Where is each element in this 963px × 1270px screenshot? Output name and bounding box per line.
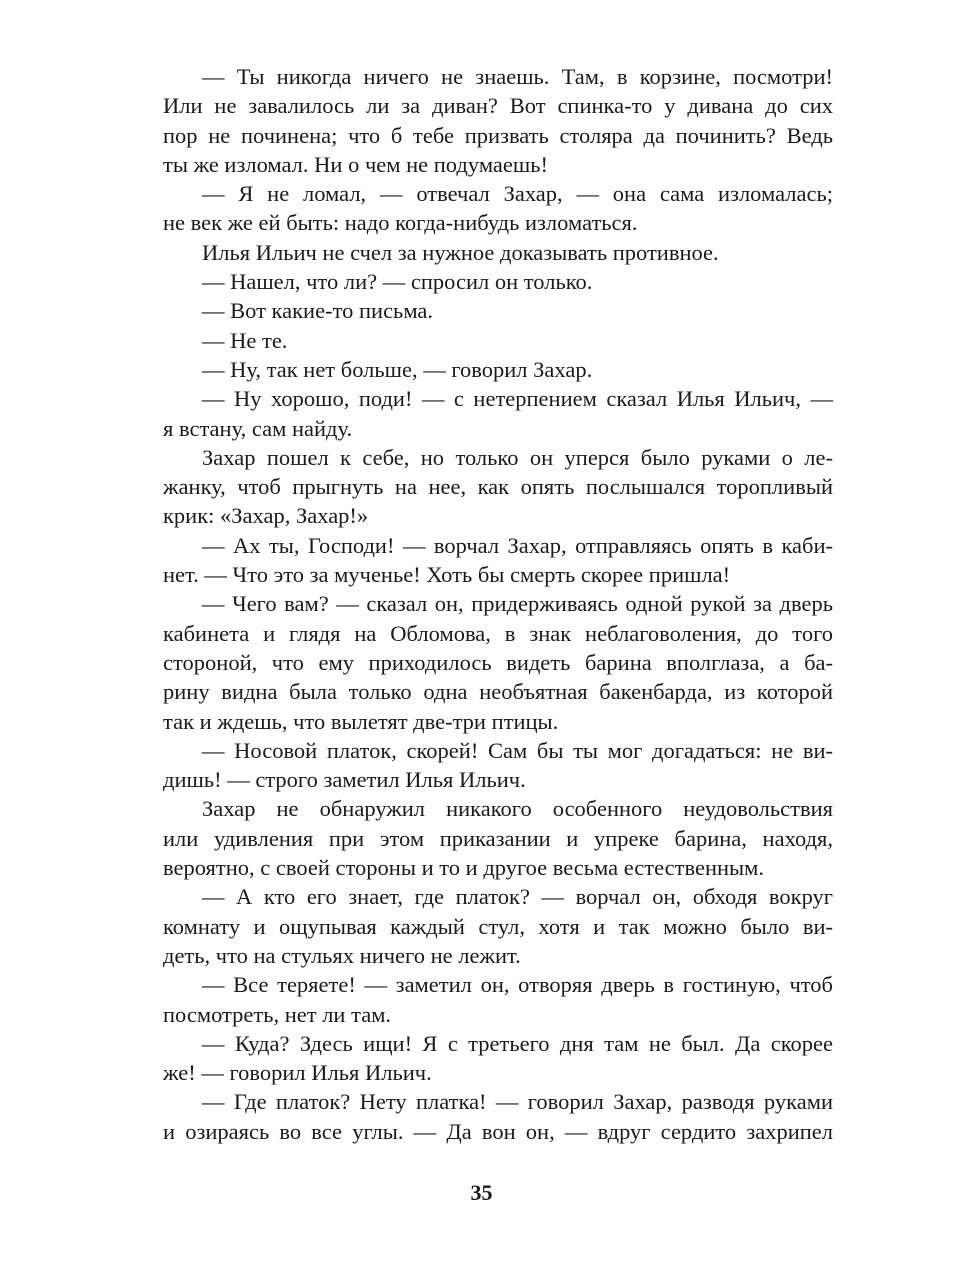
text-line: и озираясь во все углы. — Да вон он, — вдруг сердито захрипел: [163, 1118, 833, 1144]
text-line: Захар не обнаружил никакого особенного неудовольствия: [202, 796, 833, 822]
text-line: — Носовой платок, скорей! Сам бы ты мог догадаться: не ви-: [202, 737, 833, 763]
text-line: жанку, чтоб прыгнуть на нее, как опять послышался торопливый: [163, 474, 833, 500]
text-line: — Ах ты, Господи! — ворчал Захар, отправляясь опять в каби-: [202, 532, 833, 558]
text-line: посмотреть, нет ли там.: [163, 1001, 392, 1027]
text-line: — Нашел, что ли? — спросил он только.: [202, 269, 593, 295]
text-line: Илья Ильич не счел за нужное доказывать противное.: [202, 239, 719, 265]
text-line: — Где платок? Нету платка! — говорил Захар, разводя руками: [202, 1089, 833, 1115]
text-line: нет. — Что это за мученье! Хоть бы смерть скорее пришла!: [163, 562, 731, 588]
text-line: — Ну, так нет больше, — говорил Захар.: [202, 356, 593, 382]
text-line: не век же ей быть: надо когда-нибудь изломаться.: [163, 210, 638, 236]
text-line: стороной, что ему приходилось видеть барина вполглаза, а ба-: [163, 649, 833, 675]
text-line: — Ну хорошо, поди! — с нетерпением сказал Илья Ильич, —: [202, 386, 833, 412]
text-line: — Вот какие-то письма.: [202, 298, 434, 324]
text-line: Захар пошел к себе, но только он уперся было руками о ле-: [202, 444, 833, 470]
text-line: — Чего вам? — сказал он, придерживаясь одной рукой за дверь: [202, 591, 833, 617]
text-line: — Куда? Здесь ищи! Я с третьего дня там не был. Да скорее: [202, 1030, 833, 1056]
text-line: я встану, сам найду.: [163, 415, 353, 441]
text-line: так и ждешь, что вылетят две-три птицы.: [163, 708, 559, 734]
text-line: — Все теряете! — заметил он, отворяя дверь в гостиную, чтоб: [202, 972, 833, 998]
text-line: вероятно, с своей стороны и то и другое весьма естественным.: [163, 855, 765, 881]
text-line: кабинета и глядя на Обломова, в знак неблаговоления, до того: [163, 620, 833, 646]
text-line: комнату и ощупывая каждый стул, хотя и так можно было ви-: [163, 913, 833, 939]
text-line: же! — говорил Илья Ильич.: [163, 1060, 432, 1086]
text-line: Или не завалилось ли за диван? Вот спинка-то у дивана до сих: [163, 93, 833, 119]
text-line: — Я не ломал, — отвечал Захар, — она сама изломалась;: [202, 181, 833, 207]
text-line: или удивления при этом приказании и упреке барина, находя,: [163, 825, 833, 851]
page-body-text: [163, 62, 833, 1146]
text-line: рину видна была только одна необъятная бакенбарда, из которой: [163, 679, 833, 705]
text-line: ты же изломал. Ни о чем не подумаешь!: [163, 151, 548, 177]
text-line: дишь! — строго заметил Илья Ильич.: [163, 767, 526, 793]
text-line: — Ты никогда ничего не знаешь. Там, в корзине, посмотри!: [202, 64, 833, 89]
text-line: крик: «Захар, Захар!»: [163, 503, 369, 529]
text-line: деть, что на стульях ничего не лежит.: [163, 942, 521, 968]
text-line: пор не починена; что б тебе призвать столяра да починить? Ведь: [163, 122, 833, 148]
text-line: — А кто его знает, где платок? — ворчал он, обходя вокруг: [202, 884, 833, 910]
page-number: 35: [470, 1180, 493, 1205]
text-line: — Не те.: [202, 327, 288, 353]
